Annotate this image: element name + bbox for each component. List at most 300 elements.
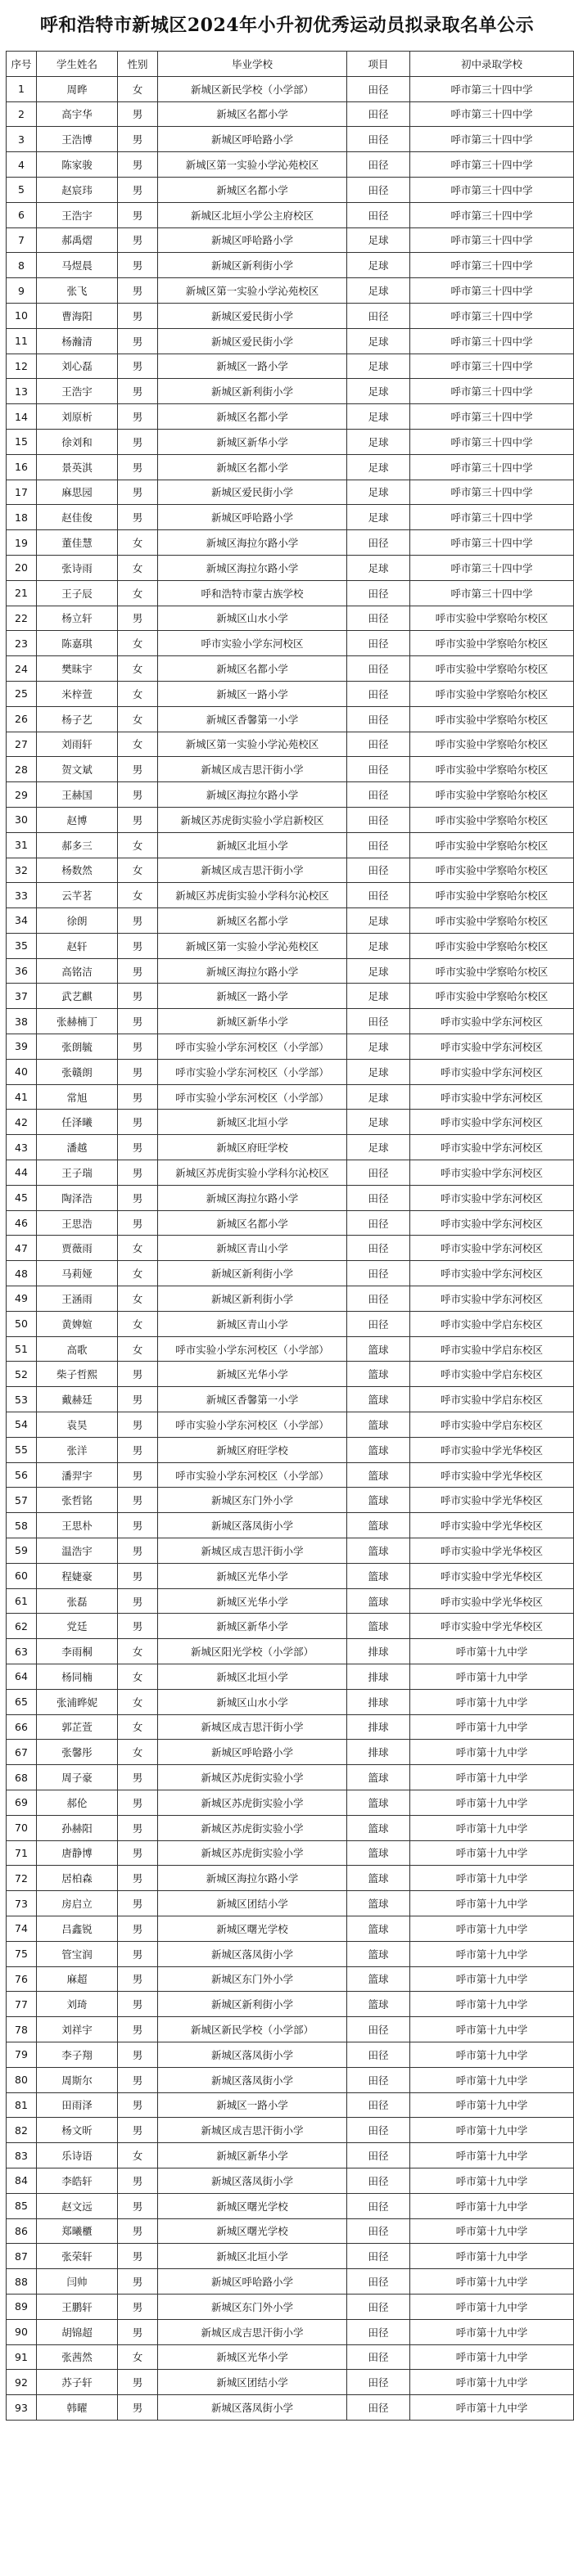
cell-index: 13 (7, 379, 37, 404)
cell-sport: 篮球 (347, 1513, 410, 1538)
cell-graduation-school: 新城区成吉思汗街小学 (158, 2118, 347, 2143)
cell-graduation-school: 新城区名都小学 (158, 177, 347, 202)
cell-student-name: 赵宸玮 (37, 177, 118, 202)
cell-sport: 足球 (347, 278, 410, 304)
cell-student-name: 周斯尔 (37, 2067, 118, 2092)
cell-admission-school: 呼市第十九中学 (410, 2370, 574, 2395)
cell-sport: 田径 (347, 732, 410, 757)
cell-admission-school: 呼市第三十四中学 (410, 379, 574, 404)
cell-admission-school: 呼市实验中学东河校区 (410, 1185, 574, 1210)
cell-index: 31 (7, 832, 37, 858)
table-row (7, 2067, 574, 2092)
table-row (7, 1059, 574, 1084)
cell-gender: 男 (118, 757, 158, 782)
cell-index: 86 (7, 2218, 37, 2244)
cell-student-name: 任泽曦 (37, 1110, 118, 1135)
cell-student-name: 刘原析 (37, 404, 118, 430)
cell-admission-school: 呼市实验中学察哈尔校区 (410, 732, 574, 757)
cell-student-name: 樊昧宇 (37, 656, 118, 682)
table-row (7, 1588, 574, 1614)
table-row (7, 2218, 574, 2244)
cell-sport: 足球 (347, 958, 410, 984)
cell-index: 29 (7, 782, 37, 808)
cell-index: 80 (7, 2067, 37, 2092)
cell-admission-school: 呼市实验中学启东校区 (410, 1336, 574, 1362)
cell-graduation-school: 新城区成吉思汗街小学 (158, 858, 347, 883)
cell-admission-school: 呼市实验中学东河校区 (410, 1135, 574, 1160)
cell-sport: 篮球 (347, 1538, 410, 1564)
table-header-row (7, 52, 574, 77)
cell-graduation-school: 新城区落凤街小学 (158, 2395, 347, 2421)
cell-index: 28 (7, 757, 37, 782)
cell-index: 47 (7, 1236, 37, 1261)
cell-student-name: 郝伦 (37, 1790, 118, 1815)
cell-sport: 排球 (347, 1664, 410, 1690)
cell-index: 92 (7, 2370, 37, 2395)
cell-graduation-school: 新城区呼哈路小学 (158, 505, 347, 530)
cell-admission-school: 呼市实验中学察哈尔校区 (410, 656, 574, 682)
cell-gender: 男 (118, 606, 158, 631)
table-row (7, 1941, 574, 1966)
cell-sport: 田径 (347, 656, 410, 682)
cell-gender: 男 (118, 782, 158, 808)
cell-student-name: 刘琦 (37, 1992, 118, 2017)
cell-student-name: 张赣朗 (37, 1059, 118, 1084)
cell-admission-school: 呼市第十九中学 (410, 1966, 574, 1992)
cell-graduation-school: 新城区名都小学 (158, 404, 347, 430)
cell-admission-school: 呼市实验中学察哈尔校区 (410, 984, 574, 1009)
cell-gender: 女 (118, 832, 158, 858)
cell-sport: 篮球 (347, 1588, 410, 1614)
table-row (7, 1336, 574, 1362)
cell-sport: 足球 (347, 1135, 410, 1160)
cell-sport: 田径 (347, 303, 410, 328)
cell-gender: 男 (118, 1588, 158, 1614)
cell-admission-school: 呼市第三十四中学 (410, 480, 574, 505)
cell-gender: 男 (118, 1866, 158, 1891)
cell-student-name: 郑曦櫃 (37, 2218, 118, 2244)
cell-admission-school: 呼市实验中学察哈尔校区 (410, 858, 574, 883)
cell-index: 88 (7, 2269, 37, 2295)
cell-sport: 田径 (347, 1261, 410, 1286)
cell-sport: 田径 (347, 706, 410, 732)
cell-sport: 田径 (347, 1236, 410, 1261)
table-row (7, 580, 574, 606)
cell-graduation-school: 呼市实验小学东河校区（小学部） (158, 1059, 347, 1084)
cell-sport: 篮球 (347, 1966, 410, 1992)
cell-admission-school: 呼市第十九中学 (410, 1840, 574, 1866)
cell-index: 32 (7, 858, 37, 883)
cell-sport: 田径 (347, 1210, 410, 1236)
cell-student-name: 周晔 (37, 76, 118, 101)
cell-index: 16 (7, 454, 37, 480)
cell-admission-school: 呼市实验中学察哈尔校区 (410, 681, 574, 706)
cell-gender: 男 (118, 933, 158, 958)
cell-index: 71 (7, 1840, 37, 1866)
cell-graduation-school: 新城区名都小学 (158, 1210, 347, 1236)
cell-index: 49 (7, 1286, 37, 1312)
cell-index: 93 (7, 2395, 37, 2421)
cell-student-name: 麻超 (37, 1966, 118, 1992)
cell-index: 72 (7, 1866, 37, 1891)
table-row (7, 858, 574, 883)
cell-gender: 男 (118, 480, 158, 505)
cell-admission-school: 呼市第十九中学 (410, 2395, 574, 2421)
cell-index: 91 (7, 2344, 37, 2370)
cell-sport: 田径 (347, 757, 410, 782)
admission-table (6, 51, 574, 2421)
cell-graduation-school: 新城区成吉思汗街小学 (158, 1714, 347, 1740)
table-row (7, 2143, 574, 2168)
cell-student-name: 郝多三 (37, 832, 118, 858)
cell-admission-school: 呼市第十九中学 (410, 1714, 574, 1740)
table-row (7, 404, 574, 430)
table-row (7, 1563, 574, 1588)
cell-gender: 男 (118, 1941, 158, 1966)
cell-graduation-school: 新城区苏虎街实验小学 (158, 1790, 347, 1815)
cell-gender: 男 (118, 2294, 158, 2319)
cell-index: 64 (7, 1664, 37, 1690)
cell-graduation-school: 新城区北垣小学公主府校区 (158, 202, 347, 227)
cell-graduation-school: 新城区山水小学 (158, 606, 347, 631)
cell-gender: 男 (118, 807, 158, 832)
cell-sport: 田径 (347, 883, 410, 908)
cell-sport: 篮球 (347, 1614, 410, 1639)
cell-gender: 女 (118, 580, 158, 606)
cell-graduation-school: 新城区落凤街小学 (158, 1513, 347, 1538)
cell-student-name: 徐刘和 (37, 429, 118, 454)
cell-sport: 田径 (347, 1286, 410, 1312)
cell-graduation-school: 新城区北垣小学 (158, 832, 347, 858)
cell-gender: 男 (118, 1488, 158, 1513)
cell-sport: 田径 (347, 2244, 410, 2269)
cell-sport: 足球 (347, 505, 410, 530)
cell-admission-school: 呼市实验中学东河校区 (410, 1261, 574, 1286)
cell-index: 69 (7, 1790, 37, 1815)
cell-gender: 男 (118, 1513, 158, 1538)
table-row (7, 1412, 574, 1438)
table-row (7, 2370, 574, 2395)
cell-graduation-school: 新城区呼哈路小学 (158, 1740, 347, 1765)
table-row (7, 1236, 574, 1261)
table-row (7, 656, 574, 682)
table-row (7, 1311, 574, 1336)
cell-student-name: 景英淇 (37, 454, 118, 480)
cell-index: 36 (7, 958, 37, 984)
cell-admission-school: 呼市第三十四中学 (410, 555, 574, 580)
cell-graduation-school: 新城区光华小学 (158, 1588, 347, 1614)
cell-gender: 男 (118, 1084, 158, 1110)
cell-admission-school: 呼市第十九中学 (410, 1992, 574, 2017)
cell-graduation-school: 新城区曙光学校 (158, 2218, 347, 2244)
table-row (7, 1286, 574, 1312)
cell-admission-school: 呼市实验中学启东校区 (410, 1412, 574, 1438)
cell-admission-school: 呼市第十九中学 (410, 1740, 574, 1765)
cell-sport: 田径 (347, 580, 410, 606)
cell-student-name: 孙赫阳 (37, 1815, 118, 1840)
cell-sport: 足球 (347, 555, 410, 580)
cell-student-name: 王思浩 (37, 1210, 118, 1236)
table-row (7, 706, 574, 732)
cell-graduation-school: 新城区第一实验小学沁苑校区 (158, 732, 347, 757)
cell-student-name: 刘雨轩 (37, 732, 118, 757)
cell-admission-school: 呼市第十九中学 (410, 2067, 574, 2092)
cell-admission-school: 呼市实验中学光华校区 (410, 1513, 574, 1538)
cell-index: 83 (7, 2143, 37, 2168)
cell-sport: 足球 (347, 454, 410, 480)
table-row (7, 1185, 574, 1210)
cell-student-name: 李皓轩 (37, 2168, 118, 2193)
cell-gender: 男 (118, 2042, 158, 2067)
cell-admission-school: 呼市第三十四中学 (410, 404, 574, 430)
cell-gender: 男 (118, 2370, 158, 2395)
table-row (7, 1916, 574, 1941)
cell-index: 48 (7, 1261, 37, 1286)
table-row (7, 681, 574, 706)
table-row (7, 454, 574, 480)
cell-index: 76 (7, 1966, 37, 1992)
cell-gender: 男 (118, 2118, 158, 2143)
cell-index: 1 (7, 76, 37, 101)
cell-index: 30 (7, 807, 37, 832)
cell-student-name: 杨瀚清 (37, 328, 118, 354)
cell-gender: 男 (118, 202, 158, 227)
cell-index: 25 (7, 681, 37, 706)
cell-index: 18 (7, 505, 37, 530)
table-row (7, 958, 574, 984)
cell-student-name: 马莉娅 (37, 1261, 118, 1286)
cell-sport: 田径 (347, 1185, 410, 1210)
cell-student-name: 吕鑫锐 (37, 1916, 118, 1941)
cell-student-name: 张茜然 (37, 2344, 118, 2370)
table-row (7, 1009, 574, 1034)
column-header-student-name: 学生姓名 (37, 52, 118, 77)
cell-graduation-school: 新城区苏虎街实验小学 (158, 1840, 347, 1866)
cell-student-name: 贾薇雨 (37, 1236, 118, 1261)
table-row (7, 1034, 574, 1060)
cell-admission-school: 呼市实验中学光华校区 (410, 1488, 574, 1513)
cell-gender: 男 (118, 1790, 158, 1815)
table-row (7, 1135, 574, 1160)
cell-index: 37 (7, 984, 37, 1009)
table-row (7, 1866, 574, 1891)
cell-admission-school: 呼市第三十四中学 (410, 530, 574, 556)
cell-admission-school: 呼市实验中学光华校区 (410, 1614, 574, 1639)
cell-graduation-school: 新城区名都小学 (158, 656, 347, 682)
cell-index: 45 (7, 1185, 37, 1210)
cell-admission-school: 呼市第十九中学 (410, 2218, 574, 2244)
cell-index: 2 (7, 101, 37, 127)
cell-gender: 男 (118, 1160, 158, 1186)
cell-gender: 女 (118, 530, 158, 556)
cell-student-name: 陈家骏 (37, 152, 118, 178)
cell-index: 43 (7, 1135, 37, 1160)
cell-gender: 男 (118, 1009, 158, 1034)
cell-graduation-school: 新城区第一实验小学沁苑校区 (158, 933, 347, 958)
cell-admission-school: 呼市实验中学启东校区 (410, 1311, 574, 1336)
cell-sport: 田径 (347, 202, 410, 227)
cell-graduation-school: 新城区一路小学 (158, 2092, 347, 2118)
cell-sport: 田径 (347, 807, 410, 832)
cell-student-name: 黄婢媗 (37, 1311, 118, 1336)
cell-gender: 男 (118, 1185, 158, 1210)
table-row (7, 1488, 574, 1513)
cell-graduation-school: 新城区苏虎街实验小学科尔沁校区 (158, 1160, 347, 1186)
cell-graduation-school: 新城区成吉思汗街小学 (158, 1538, 347, 1564)
cell-sport: 篮球 (347, 1412, 410, 1438)
cell-admission-school: 呼市实验中学察哈尔校区 (410, 807, 574, 832)
cell-graduation-school: 新城区曙光学校 (158, 2193, 347, 2218)
cell-sport: 足球 (347, 429, 410, 454)
cell-index: 73 (7, 1891, 37, 1916)
table-row (7, 2269, 574, 2295)
cell-gender: 男 (118, 152, 158, 178)
cell-index: 65 (7, 1689, 37, 1714)
cell-gender: 女 (118, 76, 158, 101)
cell-admission-school: 呼市第三十四中学 (410, 580, 574, 606)
cell-admission-school: 呼市第十九中学 (410, 2118, 574, 2143)
cell-student-name: 张诗雨 (37, 555, 118, 580)
cell-graduation-school: 新城区苏虎街实验小学 (158, 1815, 347, 1840)
cell-sport: 田径 (347, 2319, 410, 2344)
cell-admission-school: 呼市第十九中学 (410, 2168, 574, 2193)
cell-graduation-school: 新城区青山小学 (158, 1236, 347, 1261)
table-row (7, 1639, 574, 1664)
cell-admission-school: 呼市第三十四中学 (410, 177, 574, 202)
cell-gender: 男 (118, 404, 158, 430)
cell-admission-school: 呼市第十九中学 (410, 2294, 574, 2319)
cell-graduation-school: 新城区府旺学校 (158, 1135, 347, 1160)
table-row (7, 2244, 574, 2269)
cell-gender: 女 (118, 1689, 158, 1714)
cell-admission-school: 呼市实验中学东河校区 (410, 1286, 574, 1312)
cell-admission-school: 呼市实验中学东河校区 (410, 1059, 574, 1084)
cell-graduation-school: 新城区北垣小学 (158, 1664, 347, 1690)
cell-graduation-school: 新城区海拉尔路小学 (158, 530, 347, 556)
table-row (7, 101, 574, 127)
table-row (7, 202, 574, 227)
cell-student-name: 徐朗 (37, 908, 118, 934)
cell-student-name: 田雨泽 (37, 2092, 118, 2118)
cell-sport: 篮球 (347, 1387, 410, 1412)
table-row (7, 177, 574, 202)
cell-student-name: 韩曜 (37, 2395, 118, 2421)
cell-graduation-school: 呼市实验小学东河校区（小学部） (158, 1412, 347, 1438)
cell-student-name: 张浦晔妮 (37, 1689, 118, 1714)
cell-sport: 田径 (347, 1311, 410, 1336)
cell-index: 3 (7, 127, 37, 152)
cell-student-name: 王浩宇 (37, 202, 118, 227)
table-row (7, 1362, 574, 1387)
cell-sport: 田径 (347, 2218, 410, 2244)
cell-gender: 女 (118, 1311, 158, 1336)
cell-admission-school: 呼市第十九中学 (410, 1891, 574, 1916)
cell-index: 56 (7, 1462, 37, 1488)
cell-graduation-school: 新城区新利街小学 (158, 1261, 347, 1286)
table-row (7, 1538, 574, 1564)
cell-gender: 女 (118, 706, 158, 732)
cell-index: 63 (7, 1639, 37, 1664)
table-row (7, 933, 574, 958)
table-row (7, 328, 574, 354)
cell-graduation-school: 新城区光华小学 (158, 1563, 347, 1588)
table-row (7, 2168, 574, 2193)
cell-sport: 排球 (347, 1639, 410, 1664)
cell-gender: 男 (118, 2168, 158, 2193)
cell-sport: 田径 (347, 152, 410, 178)
cell-graduation-school: 呼和浩特市蒙古族学校 (158, 580, 347, 606)
cell-graduation-school: 新城区新利街小学 (158, 253, 347, 278)
cell-student-name: 王浩博 (37, 127, 118, 152)
cell-graduation-school: 新城区一路小学 (158, 354, 347, 379)
cell-admission-school: 呼市实验中学察哈尔校区 (410, 606, 574, 631)
cell-sport: 田径 (347, 2193, 410, 2218)
cell-graduation-school: 新城区苏虎街实验小学科尔沁校区 (158, 883, 347, 908)
cell-admission-school: 呼市第十九中学 (410, 1916, 574, 1941)
cell-sport: 篮球 (347, 1462, 410, 1488)
cell-student-name: 陈嘉琪 (37, 631, 118, 656)
table-row (7, 883, 574, 908)
cell-sport: 篮球 (347, 1362, 410, 1387)
cell-graduation-school: 新城区第一实验小学沁苑校区 (158, 152, 347, 178)
cell-gender: 男 (118, 1110, 158, 1135)
cell-admission-school: 呼市实验中学光华校区 (410, 1437, 574, 1462)
cell-gender: 男 (118, 1840, 158, 1866)
cell-admission-school: 呼市第十九中学 (410, 1639, 574, 1664)
cell-admission-school: 呼市第三十四中学 (410, 152, 574, 178)
cell-graduation-school: 新城区海拉尔路小学 (158, 958, 347, 984)
cell-index: 87 (7, 2244, 37, 2269)
cell-admission-school: 呼市第三十四中学 (410, 328, 574, 354)
cell-admission-school: 呼市第三十四中学 (410, 227, 574, 253)
cell-graduation-school: 呼市实验小学东河校区（小学部） (158, 1336, 347, 1362)
table-row (7, 505, 574, 530)
cell-sport: 田径 (347, 127, 410, 152)
cell-admission-school: 呼市实验中学东河校区 (410, 1034, 574, 1060)
cell-student-name: 张洋 (37, 1437, 118, 1462)
cell-graduation-school: 新城区山水小学 (158, 1689, 347, 1714)
cell-gender: 女 (118, 1236, 158, 1261)
cell-gender: 男 (118, 1765, 158, 1790)
cell-index: 82 (7, 2118, 37, 2143)
cell-sport: 篮球 (347, 1916, 410, 1941)
cell-index: 85 (7, 2193, 37, 2218)
cell-graduation-school: 新城区呼哈路小学 (158, 2269, 347, 2295)
cell-sport: 足球 (347, 227, 410, 253)
cell-graduation-school: 新城区新华小学 (158, 1009, 347, 1034)
table-row (7, 2042, 574, 2067)
cell-student-name: 杨同楠 (37, 1664, 118, 1690)
cell-gender: 男 (118, 379, 158, 404)
cell-student-name: 赵轩 (37, 933, 118, 958)
cell-student-name: 王赫国 (37, 782, 118, 808)
table-row (7, 555, 574, 580)
cell-index: 79 (7, 2042, 37, 2067)
cell-index: 39 (7, 1034, 37, 1060)
cell-sport: 排球 (347, 1714, 410, 1740)
cell-index: 33 (7, 883, 37, 908)
cell-student-name: 张荣轩 (37, 2244, 118, 2269)
cell-admission-school: 呼市第十九中学 (410, 2319, 574, 2344)
cell-sport: 田径 (347, 177, 410, 202)
cell-graduation-school: 新城区新民学校（小学部） (158, 76, 347, 101)
cell-student-name: 武艺麒 (37, 984, 118, 1009)
cell-sport: 篮球 (347, 1488, 410, 1513)
cell-index: 51 (7, 1336, 37, 1362)
table-row (7, 1462, 574, 1488)
cell-student-name: 杨立轩 (37, 606, 118, 631)
cell-student-name: 王思朴 (37, 1513, 118, 1538)
